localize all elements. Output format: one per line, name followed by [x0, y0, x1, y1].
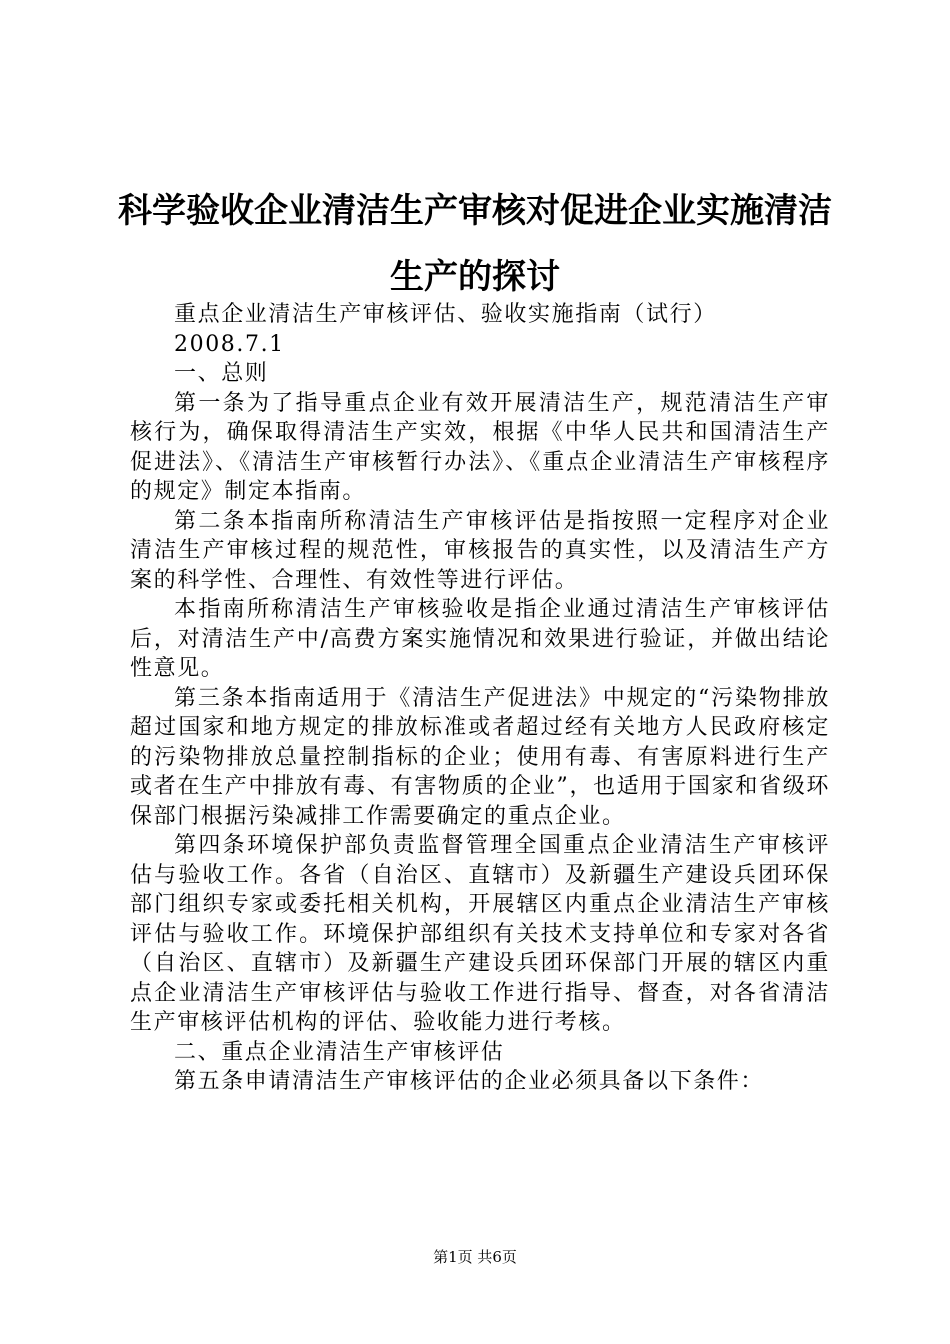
article-2-paragraph: 第二条本指南所称清洁生产审核评估是指按照一定程序对企业清洁生产审核过程的规范性，审核报告的真实性，以及清洁生产方案的科学性、合理性、有效性等进行评估。 [130, 508, 830, 593]
article-5-paragraph: 第五条申请清洁生产审核评估的企业必须具备以下条件： [174, 1069, 765, 1094]
article-1-paragraph: 第一条为了指导重点企业有效开展清洁生产，规范清洁生产审核行为，确保取得清洁生产实效，根据《中华人民共和国清洁生产促进法》、《清洁生产审核暂行办法》、《重点企业清洁生产审核程序的规定》制定本指南。 [130, 390, 830, 504]
article-4-paragraph: 第四条环境保护部负责监督管理全国重点企业清洁生产审核评估与验收工作。各省（自治区、直辖市）及新疆生产建设兵团环保部门组织专家或委托相关机构，开展辖区内重点企业清洁生产审核评估与验收工作。环境保护部组织有关技术支持单位和专家对各省（自治区、直辖市）及新疆生产建设兵团环保部门开展的辖区内重点企业清洁生产审核评估与验收工作进行指导、督查，对各省清洁生产审核评估机构的评估、验收能力进行考核。 [130, 833, 830, 1035]
section-heading-evaluation: 二、重点企业清洁生产审核评估 [174, 1039, 505, 1065]
document-body [130, 300, 830, 1097]
page-number-footer: 第1页 共6页 [433, 1248, 517, 1266]
date-paragraph: 2008.7.1 [174, 331, 285, 357]
acceptance-definition-paragraph: 本指南所称清洁生产审核验收是指企业通过清洁生产审核评估后，对清洁生产中/高费方案实施情况和效果进行验证，并做出结论性意见。 [130, 597, 830, 681]
article-3-paragraph: 第三条本指南适用于《清洁生产促进法》中规定的“污染物排放超过国家和地方规定的排放标准或者超过经有关地方人民政府核定的污染物排放总量控制指标的企业；使用有毒、有害原料进行生产或者在生产中排放有毒、有害物质的企业”，也适用于国家和省级环保部门根据污染减排工作需要确定的重点企业。 [130, 685, 830, 829]
document-title: 科学验收企业清洁生产审核对促进企业实施清洁生产的探讨 [118, 191, 832, 297]
section-heading-general: 一、总则 [174, 361, 269, 386]
subtitle-paragraph: 重点企业清洁生产审核评估、验收实施指南（试行） [174, 302, 717, 327]
